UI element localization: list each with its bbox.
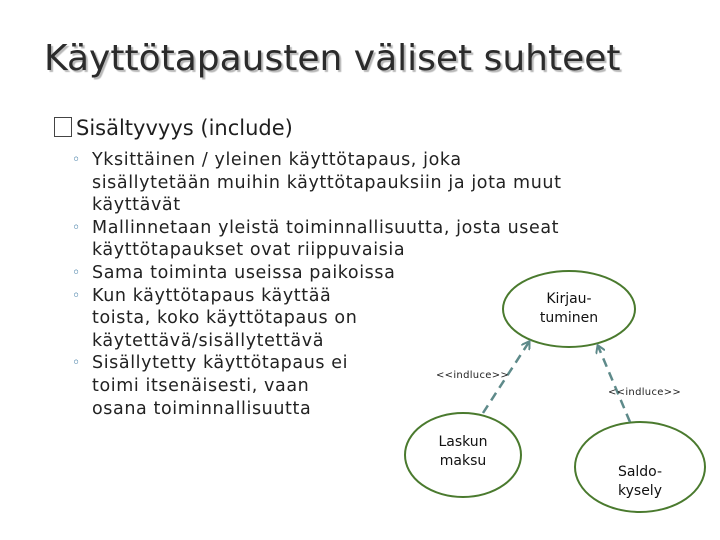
bullet-line: toimi itsenäisesti, vaan [92, 375, 310, 396]
laskun-maksu-label [423, 433, 503, 471]
bullet-circle-icon: ◦ [72, 355, 81, 372]
bullet-circle-icon: ◦ [72, 219, 81, 236]
use-case-text: tuminen [539, 310, 599, 326]
bullet-circle-icon: ◦ [72, 287, 81, 304]
bullet-circle-icon: ◦ [72, 264, 81, 281]
use-case-text: maksu [439, 453, 487, 469]
include-label-right: <<indluce>> [608, 387, 682, 398]
saldokysely-label [600, 463, 680, 501]
use-case-text: kysely [618, 483, 662, 499]
bullet-line: toista, koko käyttötapaus on [92, 308, 358, 329]
bullet-line: Mallinnetaan yleistä toiminnallisuutta, josta useat [92, 217, 560, 238]
bullet-circle-icon: ◦ [72, 152, 81, 168]
bullet-line: Sisällytetty käyttötapaus ei [92, 353, 349, 374]
main-bullet-label: Sisältyvyys (include) [76, 116, 293, 140]
bullet-line: Sama toiminta useissa paikoissa [92, 262, 396, 283]
kirjautuminen-label [525, 290, 613, 328]
bullet-line: Kun käyttötapaus käyttää [92, 285, 332, 306]
bullet-line: osana toiminnallisuutta [92, 398, 312, 419]
use-case-text: Saldo- [617, 464, 663, 480]
bullet-line: käyttävät [92, 195, 181, 216]
use-case-text: Kirjau- [546, 291, 592, 307]
include-label-left: <<indluce>> [436, 370, 510, 381]
bullet-line: käyttötapaukset ovat riippuvaisia [92, 240, 406, 261]
bullet-line: sisällytetään muihin käyttötapauksiin ja jota muut [92, 172, 562, 193]
page-title: Käyttötapausten väliset suhteet [44, 38, 621, 79]
bullet-line: käytettävä/sisällytettävä [92, 330, 325, 351]
bullet-line: Yksittäinen / yleinen käyttötapaus, joka [92, 150, 462, 170]
include-arrow-right [598, 346, 630, 422]
use-case-text: Laskun [438, 434, 488, 450]
